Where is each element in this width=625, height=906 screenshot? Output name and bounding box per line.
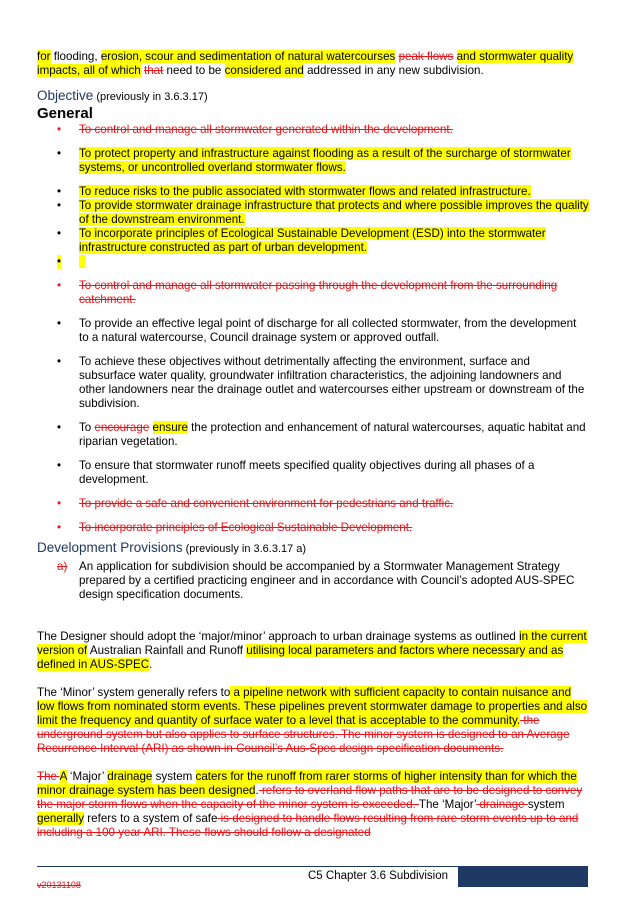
- document-page: [37, 50, 589, 840]
- highlighted-text: To provide stormwater drainage infrastructure that protects and where possible improves the quality of the downstream environment.: [79, 199, 589, 226]
- list-item: [37, 459, 589, 487]
- text-run: the protection and enhancement of natural watercourses, aquatic habitat and riparian vegetation.: [79, 421, 586, 448]
- deleted-text: To control and manage all stormwater generated within the development.: [79, 123, 453, 136]
- bullet-icon: •: [57, 317, 62, 330]
- provision-item: [37, 560, 589, 602]
- bullet-icon: •: [57, 147, 62, 160]
- deleted-text: drainage: [476, 798, 528, 811]
- bullet-icon: •: [57, 279, 62, 292]
- deleted-text: refers to overland flow paths that are to be designed to convey the major storm flows when the capacity of the minor system is exceeded.: [37, 784, 583, 811]
- list-item-text: To achieve these objectives without detrimentally affecting the environment, surface and subsurface water quality, groundwater infiltration characteristics, the adjoining landowners and other landowners near the drainage outlet and watercourses either upstream or downstream of the subdivision.: [79, 355, 585, 410]
- text-run: To: [79, 421, 95, 434]
- text-run: erosion, scour and sedimentation of natural watercourses: [100, 50, 396, 63]
- text-run: system: [527, 798, 565, 811]
- dev-title: Development Provisions: [37, 540, 183, 555]
- list-item: [37, 255, 589, 269]
- deleted-text: To provide a safe and convenient environment for pedestrians and traffic.: [79, 497, 454, 510]
- deleted-text: The: [37, 770, 60, 783]
- highlighted-text: To reduce risks to the public associated with stormwater flows and related infrastructure.: [79, 185, 531, 198]
- text-run: refers to a system of safe: [84, 812, 218, 825]
- objective-subtitle: (previously in 3.6.3.17): [93, 91, 208, 103]
- text-run: ‘Major’: [66, 770, 108, 783]
- bullet-icon: •: [57, 255, 62, 268]
- deleted-text: that: [143, 64, 164, 77]
- text-run: .: [149, 658, 153, 671]
- bullet-icon: •: [57, 227, 62, 240]
- list-item: [37, 279, 589, 307]
- major-minor-paragraph: [37, 630, 589, 672]
- list-item: [37, 123, 589, 137]
- intro-paragraph: [37, 50, 589, 78]
- list-item: [37, 317, 589, 345]
- highlighted-text: To protect property and infrastructure against flooding as a result of the surcharge of stormwater systems, or uncontrolled overland stormwater flows.: [79, 147, 571, 174]
- bullet-icon: •: [57, 459, 62, 472]
- highlighted-empty: [79, 255, 85, 268]
- list-item: [37, 355, 589, 411]
- provision-marker: a): [57, 560, 68, 573]
- provision-text: An application for subdivision should be accompanied by a Stormwater Management Strategy prepared by a certified practicing engineer and in accordance with Council’s adopted AUS-SPEC design specification documents.: [79, 560, 575, 601]
- bullet-icon: •: [57, 355, 62, 368]
- bullet-icon: •: [57, 199, 62, 212]
- highlighted-text: A: [59, 770, 67, 783]
- bullet-icon: •: [57, 123, 62, 136]
- text-run: addressed in any new subdivision.: [303, 64, 484, 77]
- highlighted-text: To incorporate principles of Ecological Sustainable Development (ESD) into the stormwater infrastructure constructed as part of urban development.: [79, 227, 546, 254]
- dev-subtitle: (previously in 3.6.3.17 a): [182, 543, 307, 555]
- highlighted-text: caters for the runoff from rarer storms of higher intensity than for which the minor drainage system has been designed: [37, 770, 577, 797]
- list-item: [37, 227, 589, 255]
- deleted-text: is designed to handle flows resulting from rare storm events up to and including a 100 year ARI. These flows should follow a designated: [37, 812, 579, 839]
- deleted-text: To incorporate principles of Ecological Sustainable Development.: [79, 521, 413, 534]
- highlighted-text: generally: [37, 812, 85, 825]
- deleted-text: encourage: [94, 421, 150, 434]
- highlighted-text: ensure: [152, 421, 188, 434]
- bullet-icon: •: [57, 185, 62, 198]
- text-run: The ‘Major’: [418, 798, 477, 811]
- deleted-text: the underground system but also applies to surface structures. The minor system is designed to an Average Recurrence Interval (ARI) as shown in Council’s Aus-Spec design specification documents.: [37, 714, 570, 755]
- text-run: .: [255, 784, 259, 797]
- highlighted-text: drainage: [107, 770, 153, 783]
- list-item: [37, 147, 589, 175]
- text-run: The Designer should adopt the ‘major/minor’ approach to urban drainage systems as outlined: [37, 630, 520, 643]
- objective-heading: [37, 88, 589, 105]
- deleted-text: peak flows: [398, 50, 454, 63]
- highlighted-text: in the current version of: [37, 630, 587, 657]
- text-run: [149, 421, 152, 434]
- list-item-text: To provide an effective legal point of discharge for all collected stormwater, from the development to a natural watercourse, Council drainage system or approved outfall.: [79, 317, 577, 344]
- footer-version: v20131108: [37, 880, 81, 890]
- list-item: [37, 199, 589, 227]
- text-run: Australian Rainfall and Runoff: [87, 644, 247, 657]
- list-item: [37, 421, 589, 449]
- list-item: [37, 185, 589, 199]
- highlighted-text: a pipeline network with sufficient capacity to contain nuisance and low flows from nominated storm events. These pipelines prevent stormwater damage to properties and also limit the frequency and quantity of surface water to a level that is acceptable to the community.: [37, 686, 588, 727]
- list-item: [37, 521, 589, 535]
- list-item-text: To ensure that stormwater runoff meets specified quality objectives during all phases of a development.: [79, 459, 535, 486]
- list-item: [37, 497, 589, 511]
- bullet-icon: •: [57, 521, 62, 534]
- deleted-text: To control and manage all stormwater passing through the development from the surrounding catchment.: [79, 279, 558, 306]
- objectives-list: [37, 123, 589, 535]
- bullet-icon: •: [57, 497, 62, 510]
- footer-chapter-title: C5 Chapter 3.6 Subdivision: [308, 870, 448, 882]
- development-provisions-heading: [37, 540, 589, 557]
- highlighted-text: utilising local parameters and factors where necessary and as defined in AUS-SPEC: [37, 644, 564, 671]
- text-run: The ‘Minor’ system generally refers to: [37, 686, 231, 699]
- text-run: system: [152, 770, 196, 783]
- major-system-paragraph: [37, 770, 589, 840]
- text-run: considered and: [224, 64, 304, 77]
- text-run: need to be: [163, 64, 225, 77]
- footer-color-block: [458, 867, 588, 887]
- general-heading: General: [37, 105, 93, 122]
- minor-system-paragraph: [37, 686, 589, 756]
- text-run: for: [37, 50, 51, 63]
- objective-title: Objective: [37, 88, 94, 103]
- text-run: and stormwater quality impacts, all of which: [37, 50, 574, 77]
- text-run: flooding,: [50, 50, 101, 63]
- bullet-icon: •: [57, 421, 62, 434]
